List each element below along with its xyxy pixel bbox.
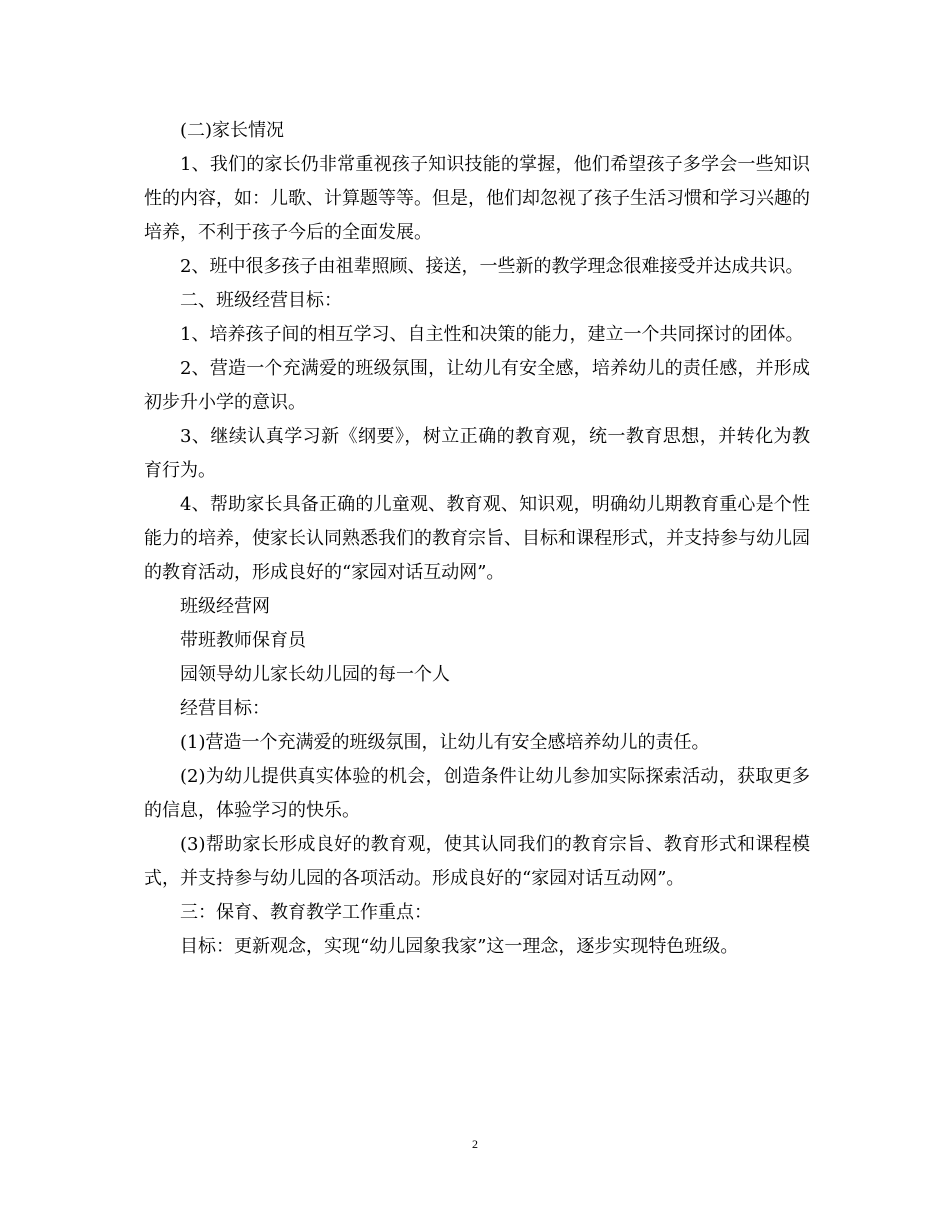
paragraph: 班级经营网 — [180, 596, 270, 617]
section-heading-class-goals: 二、班级经营目标： — [180, 290, 342, 311]
page-number: 2 — [472, 1137, 478, 1151]
paragraph: 3、继续认真学习新《纲要》，树立正确的教育观，统一教育思想，并转化为教育行为。 — [144, 426, 810, 481]
paragraph: 2、营造一个充满爱的班级氛围，让幼儿有安全感，培养幼儿的责任感，并形成初步升小学的意识。 — [144, 358, 810, 413]
document-body — [144, 114, 810, 964]
paragraph: 2、班中很多孩子由祖辈照顾、接送，一些新的教学理念很难接受并达成共识。 — [180, 256, 804, 277]
paragraph: 4、帮助家长具备正确的儿童观、教育观、知识观，明确幼儿期教育重心是个性能力的培养，使家长认同熟悉我们的教育宗旨、目标和课程形式，并支持参与幼儿园的教育活动，形成良好的“家园对话互动网”。 — [144, 494, 810, 583]
section-heading-key-work: 三：保育、教育教学工作重点： — [180, 902, 432, 923]
paragraph: 目标：更新观念，实现“幼儿园象我家”这一理念，逐步实现特色班级。 — [180, 936, 739, 957]
paragraph: 1、培养孩子间的相互学习、自主性和决策的能力，建立一个共同探讨的团体。 — [180, 324, 804, 345]
paragraph: 经营目标： — [180, 698, 270, 719]
paragraph: 1、我们的家长仍非常重视孩子知识技能的掌握，他们希望孩子多学会一些知识性的内容，如：儿歌、计算题等等。但是，他们却忽视了孩子生活习惯和学习兴趣的培养，不利于孩子今后的全面发展。 — [144, 154, 810, 243]
paragraph: 园领导幼儿家长幼儿园的每一个人 — [180, 664, 450, 685]
section-heading-parents: (二)家长情况 — [180, 120, 285, 141]
paragraph: 带班教师保育员 — [180, 630, 306, 651]
paragraph: (3)帮助家长形成良好的教育观，使其认同我们的教育宗旨、教育形式和课程模式，并支持参与幼儿园的各项活动。形成良好的“家园对话互动网”。 — [144, 834, 810, 889]
paragraph: (2)为幼儿提供真实体验的机会，创造条件让幼儿参加实际探索活动，获取更多的信息，体验学习的快乐。 — [144, 766, 810, 821]
paragraph: (1)营造一个充满爱的班级氛围，让幼儿有安全感培养幼儿的责任。 — [180, 732, 710, 753]
